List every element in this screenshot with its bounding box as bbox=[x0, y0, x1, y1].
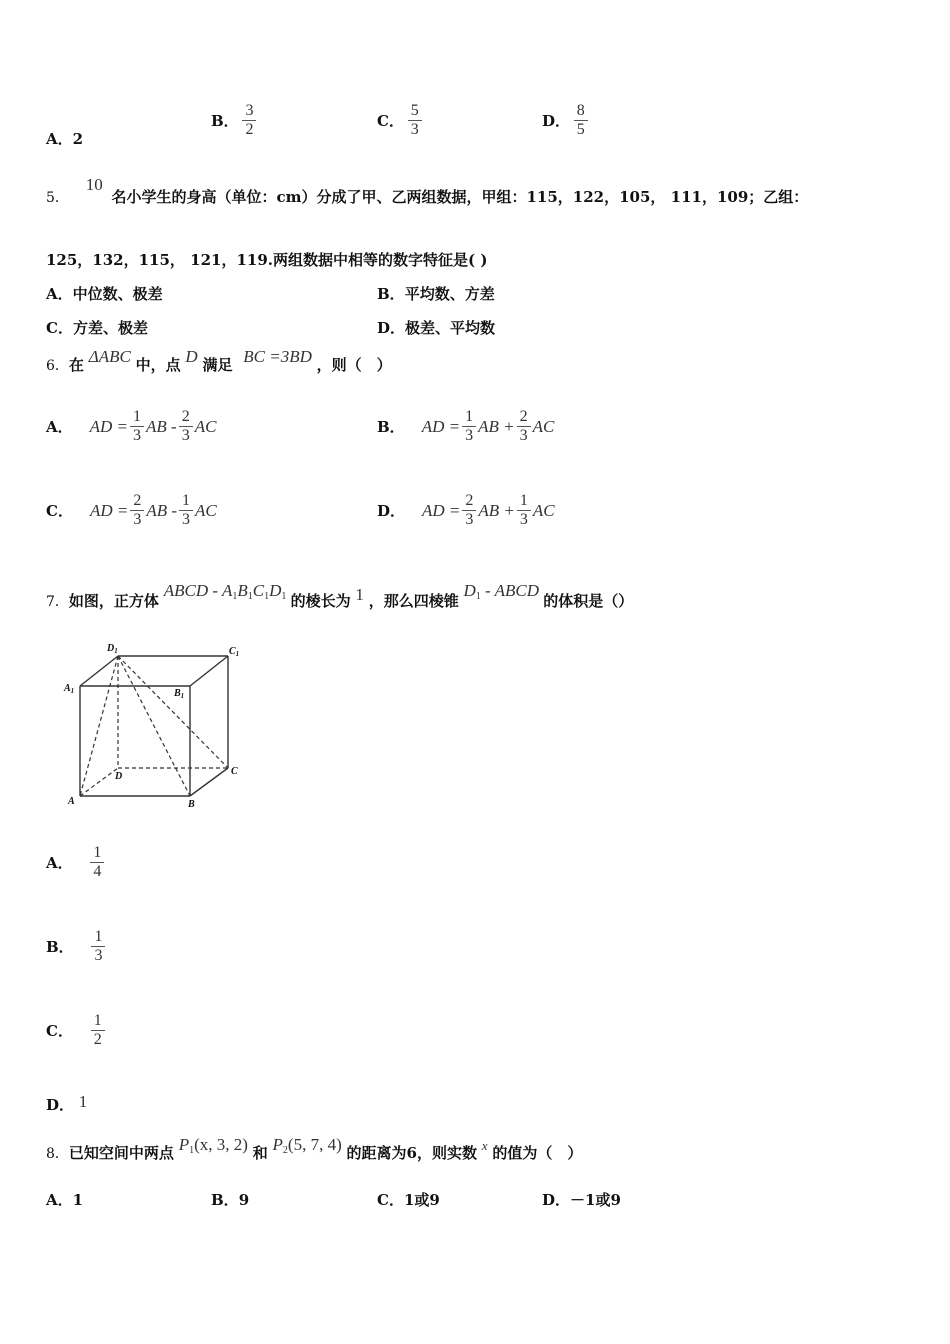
q6-option-c[interactable]: C． AD = $\frac{2}{3}$ AB - $\frac{1}{3}$ AC bbox=[46, 492, 217, 528]
vector-condition: BC =3BD bbox=[243, 347, 312, 366]
triangle-label: ΔABC bbox=[88, 347, 131, 366]
edge-ad-hidden bbox=[80, 768, 118, 796]
label-d: D bbox=[115, 771, 123, 782]
fraction: $\frac{5}{3}$ bbox=[409, 102, 421, 139]
q4-option-d[interactable]: D． $\frac{8}{5}$ bbox=[542, 102, 587, 139]
q7-option-d[interactable]: D． 1 bbox=[46, 1092, 88, 1114]
cube-figure bbox=[60, 640, 250, 815]
q5-stem-line1: 5． 10 名小学生的身高（单位：cm）分成了甲、乙两组数据，甲组：115，122，105， 111，109；乙组： bbox=[46, 175, 809, 206]
pyramid-label: $D_1$ - ABCD bbox=[463, 581, 540, 602]
q8-option-b[interactable]: B．9 bbox=[211, 1191, 250, 1209]
q8-option-a[interactable]: A．1 bbox=[46, 1191, 84, 1209]
q5-option-c[interactable]: C．方差、极差 bbox=[46, 319, 148, 337]
edge-d1b-dashed bbox=[118, 656, 190, 796]
point-p2: $P_2(5$, 7, 4) bbox=[272, 1135, 342, 1156]
label-c1: $C_1$ bbox=[229, 646, 240, 658]
q5-option-a[interactable]: A．中位数、极差 bbox=[46, 285, 163, 303]
q8-option-c[interactable]: C．1或9 bbox=[377, 1191, 440, 1209]
q6-option-a[interactable]: A． AD = $\frac{1}{3}$ AB - $\frac{2}{3}$ AC bbox=[46, 408, 217, 444]
count-value: 10 bbox=[85, 175, 103, 194]
cube-label: ABCD - $A_1B_1C_1D_1$ bbox=[163, 581, 287, 602]
edge-b1c1 bbox=[190, 656, 228, 686]
q5-option-d[interactable]: D．极差、平均数 bbox=[377, 319, 496, 337]
point-p1: $P_1(x$, 3, 2) bbox=[178, 1135, 248, 1156]
q4-option-a[interactable]: A．2 bbox=[46, 130, 84, 148]
label-a: A bbox=[68, 796, 75, 807]
q8-option-d[interactable]: D．－1或9 bbox=[542, 1191, 621, 1209]
fraction: $\frac{3}{2}$ bbox=[243, 102, 255, 139]
q7-option-c[interactable]: C． $\frac{1}{2}$ bbox=[46, 1012, 104, 1049]
label-c: C bbox=[231, 766, 238, 777]
q7-stem: 7．如图，正方体 ABCD - $A_1B_1C_1D_1$ 的棱长为 1 ，那么四棱锥 $D_1$ - ABCD 的体积是（） bbox=[46, 581, 634, 610]
q6-option-d[interactable]: D． AD = $\frac{2}{3}$ AB + $\frac{1}{3}$ AC bbox=[377, 492, 555, 528]
q7-option-b[interactable]: B． $\frac{1}{3}$ bbox=[46, 928, 104, 965]
q6-stem: 6．在 ΔABC 中，点 D 满足 BC =3BD ，则（ ） bbox=[46, 347, 392, 374]
q4-option-b[interactable]: B． $\frac{3}{2}$ bbox=[211, 102, 255, 139]
label-b: B bbox=[188, 799, 195, 810]
q6-option-b[interactable]: B． AD = $\frac{1}{3}$ AB + $\frac{2}{3}$ AC bbox=[377, 408, 555, 444]
q4-option-c[interactable]: C． $\frac{5}{3}$ bbox=[377, 102, 421, 139]
edge-d1a-dashed bbox=[80, 656, 118, 796]
label-d1: $D_1$ bbox=[107, 643, 118, 655]
q5-option-b[interactable]: B．平均数、方差 bbox=[377, 285, 495, 303]
fraction: $\frac{8}{5}$ bbox=[575, 102, 587, 139]
q8-stem: 8．已知空间中两点 $P_1(x$, 3, 2) 和 $P_2(5$, 7, 4) 的距离为6，则实数 x 的值为（ ） bbox=[46, 1135, 583, 1162]
q5-stem-line2: 125，132，115， 121，119.两组数据中相等的数字特征是( ) bbox=[46, 251, 488, 269]
q7-option-a[interactable]: A． $\frac{1}{4}$ bbox=[46, 844, 103, 881]
edge-d1c-dashed bbox=[118, 656, 228, 768]
edge-a1d1 bbox=[80, 656, 118, 686]
label-b1: $B_1$ bbox=[174, 688, 185, 700]
edge-bc bbox=[190, 768, 228, 796]
label-a1: $A_1$ bbox=[64, 683, 75, 695]
